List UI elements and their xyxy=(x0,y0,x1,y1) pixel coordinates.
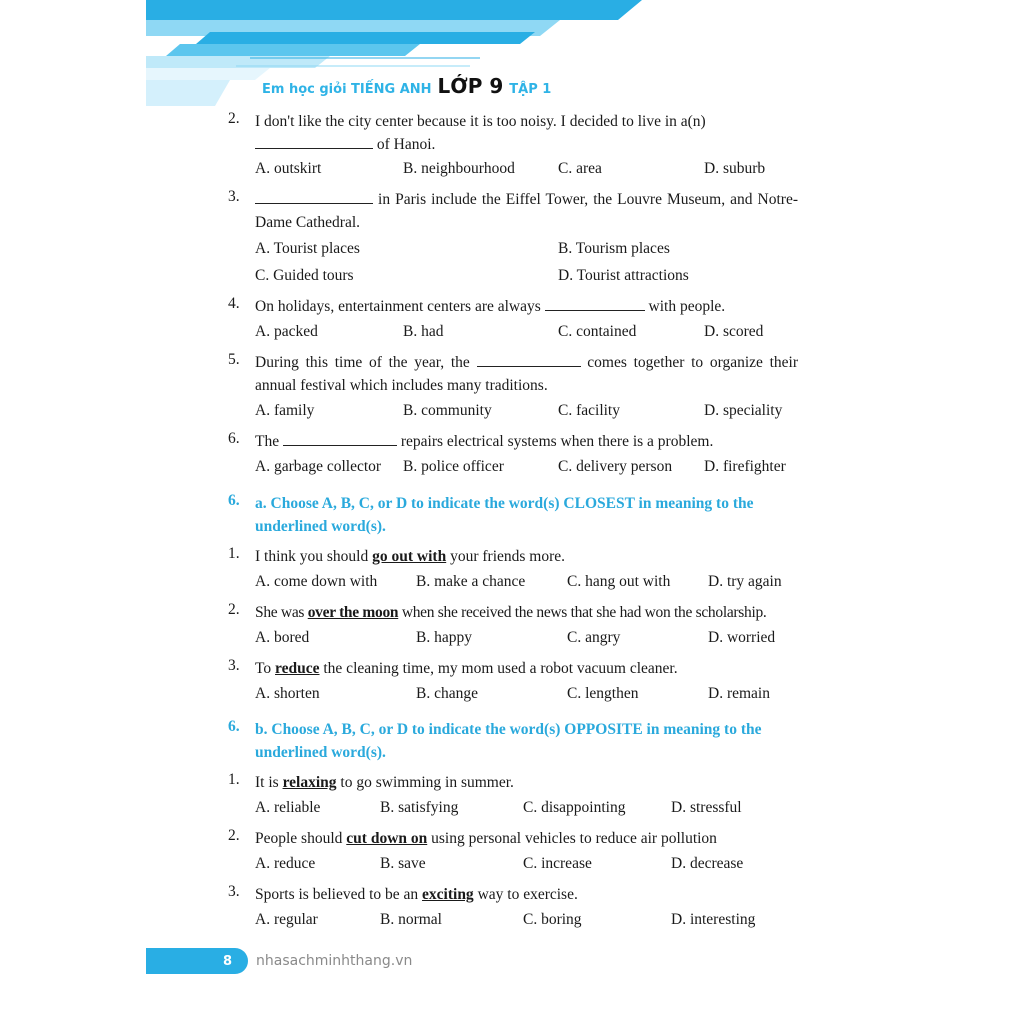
answer-options xyxy=(255,267,798,289)
answer-options xyxy=(255,240,798,262)
answer-options xyxy=(255,402,798,424)
book-header xyxy=(262,74,551,104)
book-series: Em học giỏi TIẾNG ANH xyxy=(262,82,432,97)
answer-options xyxy=(255,855,798,877)
underlined-word: exciting xyxy=(422,886,474,903)
option-d[interactable]: D. scored xyxy=(704,323,764,340)
option-a[interactable]: A. come down with xyxy=(255,573,378,590)
answer-blank[interactable] xyxy=(255,134,373,149)
option-d[interactable]: D. try again xyxy=(708,573,782,590)
option-a[interactable]: A. reliable xyxy=(255,799,321,816)
option-b[interactable]: B. community xyxy=(403,402,492,419)
option-c[interactable]: C. angry xyxy=(567,629,621,646)
option-c[interactable]: C. facility xyxy=(558,402,620,419)
option-b[interactable]: B. had xyxy=(403,323,444,340)
option-d[interactable]: D. worried xyxy=(708,629,776,646)
option-a[interactable]: A. shorten xyxy=(255,685,320,702)
answer-options xyxy=(255,799,798,821)
answer-blank[interactable] xyxy=(283,431,397,446)
page-footer xyxy=(146,948,412,974)
answer-options xyxy=(255,685,798,707)
answer-options xyxy=(255,458,798,480)
answer-blank[interactable] xyxy=(477,352,581,367)
question-item: 1. I think you should go out with your friends more. xyxy=(228,545,566,565)
question-item: 3. Sports is believed to be an exciting way to exercise. xyxy=(228,883,578,903)
option-a[interactable]: A. regular xyxy=(255,911,318,928)
option-b[interactable]: B. neighbourhood xyxy=(403,160,515,177)
question-item: 4. On holidays, entertainment centers are always with people. xyxy=(228,295,726,315)
section-heading-a: 6. a. Choose A, B, C, or D to indicate the word(s) CLOSEST in meaning to the underlined word(s). xyxy=(228,492,754,535)
underlined-word: reduce xyxy=(275,660,320,677)
option-c[interactable]: C. hang out with xyxy=(567,573,671,590)
answer-options xyxy=(255,323,798,345)
option-b[interactable]: B. save xyxy=(380,855,426,872)
underlined-word: relaxing xyxy=(282,774,337,791)
option-a[interactable]: A. outskirt xyxy=(255,160,322,177)
answer-blank[interactable] xyxy=(255,189,373,204)
option-c[interactable]: C. disappointing xyxy=(523,799,626,816)
option-d[interactable]: D. speciality xyxy=(704,402,783,419)
question-item: 3. in Paris include the Eiffel Tower, the Louvre Museum, and Notre-Dame Cathedral. xyxy=(228,188,799,231)
option-c[interactable]: C. delivery person xyxy=(558,458,673,475)
book-volume: TẬP 1 xyxy=(509,82,552,97)
book-level: LỚP 9 xyxy=(437,74,504,98)
question-item: 2. She was over the moon when she received the news that she had won the scholarship. xyxy=(228,601,767,621)
question-item: 1. It is relaxing to go swimming in summer. xyxy=(228,771,514,791)
section-heading-b: 6. b. Choose A, B, C, or D to indicate the word(s) OPPOSITE in meaning to the underlined word(s). xyxy=(228,718,762,761)
question-item: 5. During this time of the year, the comes together to organize their annual festival which includes many traditions. xyxy=(228,351,799,394)
question-item: 6. The repairs electrical systems when there is a problem. xyxy=(228,430,714,450)
answer-blank[interactable] xyxy=(545,296,645,311)
option-a[interactable]: A. Tourist places xyxy=(255,240,360,257)
option-c[interactable]: C. boring xyxy=(523,911,582,928)
option-b[interactable]: B. happy xyxy=(416,629,472,646)
underlined-word: go out with xyxy=(372,548,447,565)
option-c[interactable]: C. Guided tours xyxy=(255,267,354,284)
question-item: 2. People should cut down on using personal vehicles to reduce air pollution xyxy=(228,827,717,847)
option-b[interactable]: B. make a chance xyxy=(416,573,526,590)
answer-options xyxy=(255,160,798,182)
page-number: 8 xyxy=(146,948,248,974)
option-b[interactable]: B. change xyxy=(416,685,478,702)
option-d[interactable]: D. Tourist attractions xyxy=(558,267,689,284)
underlined-word: cut down on xyxy=(346,830,428,847)
option-d[interactable]: D. remain xyxy=(708,685,770,702)
option-b[interactable]: B. police officer xyxy=(403,458,504,475)
answer-options xyxy=(255,911,798,933)
answer-options xyxy=(255,573,798,595)
publisher-website[interactable]: nhasachminhthang.vn xyxy=(256,953,413,969)
option-c[interactable]: C. area xyxy=(558,160,602,177)
option-c[interactable]: C. lengthen xyxy=(567,685,639,702)
option-b[interactable]: B. Tourism places xyxy=(558,240,670,257)
option-b[interactable]: B. normal xyxy=(380,911,442,928)
option-a[interactable]: A. packed xyxy=(255,323,318,340)
question-item: 2. I don't like the city center because it is too noisy. I decided to live in a(n) of Hanoi. xyxy=(228,110,706,153)
option-d[interactable]: D. suburb xyxy=(704,160,766,177)
option-d[interactable]: D. stressful xyxy=(671,799,742,816)
option-d[interactable]: D. decrease xyxy=(671,855,744,872)
option-d[interactable]: D. firefighter xyxy=(704,458,786,475)
option-a[interactable]: A. reduce xyxy=(255,855,316,872)
option-b[interactable]: B. satisfying xyxy=(380,799,459,816)
option-a[interactable]: A. family xyxy=(255,402,315,419)
option-c[interactable]: C. contained xyxy=(558,323,637,340)
answer-options xyxy=(255,629,798,651)
option-d[interactable]: D. interesting xyxy=(671,911,756,928)
question-item: 3. To reduce the cleaning time, my mom used a robot vacuum cleaner. xyxy=(228,657,678,677)
underlined-word: over the moon xyxy=(307,604,399,621)
option-a[interactable]: A. bored xyxy=(255,629,310,646)
option-c[interactable]: C. increase xyxy=(523,855,592,872)
option-a[interactable]: A. garbage collector xyxy=(255,458,382,475)
